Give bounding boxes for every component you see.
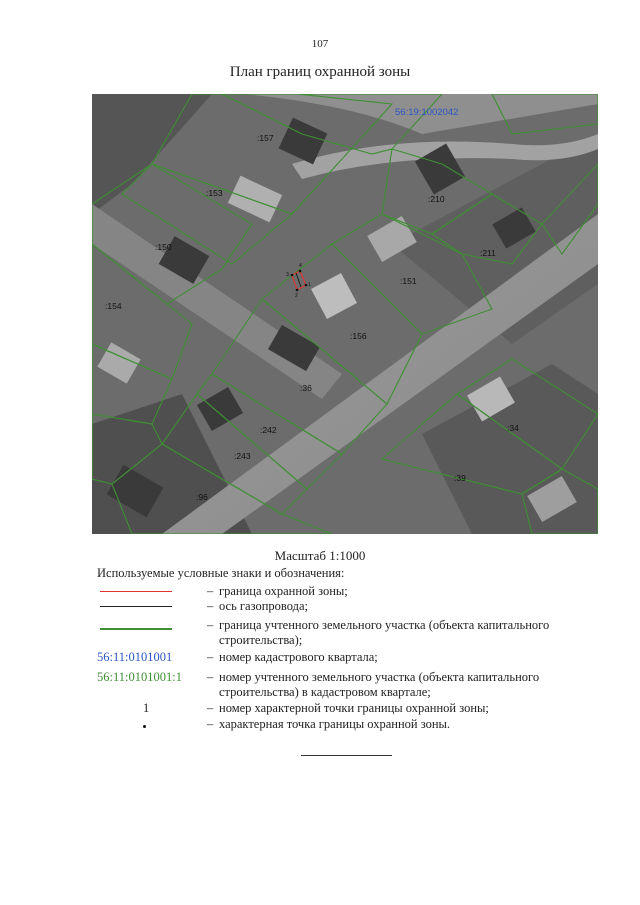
parcel-label: :36 bbox=[300, 383, 312, 393]
zone-point bbox=[291, 274, 294, 277]
page-title: План границ охранной зоны bbox=[229, 64, 411, 80]
parcel-label: :34 bbox=[507, 423, 519, 433]
parcel-label: :210 bbox=[428, 194, 445, 204]
legend-desc: характерная точка границы охранной зоны. bbox=[219, 717, 451, 731]
legend-desc: номер учтенного земельного участка (объекта капитального строительства) в кадастровом квартале; bbox=[219, 670, 540, 699]
red-line-swatch bbox=[100, 591, 172, 592]
legend-desc: граница охранной зоны; bbox=[219, 584, 348, 598]
legend-dash: – bbox=[207, 618, 214, 632]
legend-dash: – bbox=[207, 599, 214, 613]
zone-point bbox=[299, 270, 302, 273]
parcel-label: :242 bbox=[260, 425, 277, 435]
zone-point bbox=[296, 289, 299, 292]
legend-dash: – bbox=[207, 670, 214, 684]
map-canvas bbox=[92, 94, 598, 534]
parcel-label: :243 bbox=[234, 451, 251, 461]
legend-dash: – bbox=[207, 584, 214, 598]
parcel-label: :96 bbox=[196, 492, 208, 502]
map-scale: Масштаб 1:1000 bbox=[274, 548, 366, 563]
parcel-label: :150 bbox=[155, 242, 172, 252]
legend-desc: номер характерной точки границы охранной зоны; bbox=[219, 701, 489, 715]
parcel-label: :154 bbox=[105, 301, 122, 311]
legend-desc: номер кадастрового квартала; bbox=[219, 650, 378, 664]
legend-title: Используемые условные знаки и обозначения: bbox=[97, 566, 345, 580]
page-number: 107 bbox=[311, 38, 329, 50]
parcel-label: :156 bbox=[350, 331, 367, 341]
parcel-label: :153 bbox=[206, 188, 223, 198]
zone-point bbox=[305, 284, 308, 287]
zone-point-label: 3 bbox=[286, 272, 289, 278]
parcel-label: :211 bbox=[480, 248, 496, 258]
zone-point-label: 2 bbox=[295, 293, 298, 299]
legend-desc: ось газопровода; bbox=[219, 599, 309, 613]
zone-point-label: 1 bbox=[308, 282, 311, 288]
parcel-label: :39 bbox=[454, 473, 466, 483]
legend-dash: – bbox=[207, 717, 214, 731]
closing-rule bbox=[301, 755, 392, 756]
green-code-sample: 56:11:0101001:1 bbox=[97, 670, 182, 684]
point-number-sample: 1 bbox=[143, 701, 150, 715]
parcel-label: :157 bbox=[257, 133, 274, 143]
point-dot-sample bbox=[143, 725, 146, 728]
zone-point-label: 4 bbox=[299, 263, 302, 269]
cadastral-map bbox=[92, 94, 598, 534]
quarter-label: 56:19:1002042 bbox=[395, 107, 459, 118]
legend-desc: граница учтенного земельного участка (объекта капитального строительства); bbox=[219, 618, 550, 647]
legend-dash: – bbox=[207, 650, 214, 664]
parcel-label: :151 bbox=[400, 276, 417, 286]
green-line-swatch bbox=[100, 628, 172, 630]
black-line-swatch bbox=[100, 606, 172, 607]
legend-dash: – bbox=[207, 701, 214, 715]
blue-code-sample: 56:11:0101001 bbox=[97, 650, 173, 664]
